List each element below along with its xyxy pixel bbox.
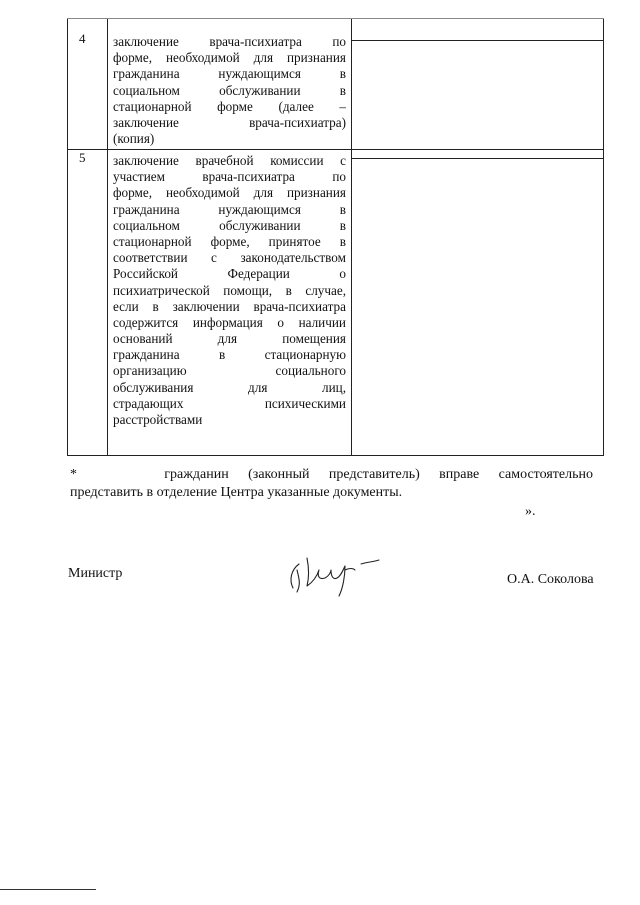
row-4-top-border	[351, 40, 604, 41]
footnote-text: гражданин (законный представитель) вправе самостоятельно	[164, 467, 593, 482]
text-line: соответствии с законодательством	[113, 250, 346, 266]
text-line: стационарной форме, принятое в	[113, 233, 346, 249]
text-line: социальном обслуживании в	[113, 217, 346, 233]
row-separator	[67, 149, 604, 150]
table-border-left	[67, 18, 68, 455]
text-line: участием врача-психиатра по	[113, 169, 346, 185]
text-line: заключение врача-психиатра)	[113, 114, 346, 130]
footnote-line	[70, 466, 593, 484]
text-line: расстройствами	[113, 412, 203, 427]
text-line: заключение врачебной комиссии с	[113, 153, 346, 168]
text-line: гражданина в стационарную	[113, 347, 346, 363]
text-line: заключение врача-психиатра по	[113, 34, 346, 49]
row-description	[113, 34, 346, 147]
table-bottom-border	[67, 455, 604, 456]
text-line: форме, необходимой для признания	[113, 185, 346, 201]
text-line: Российской Федерации о	[113, 266, 346, 282]
text-line: если в заключении врача-психиатра	[113, 298, 346, 314]
signatory-title: Министр	[68, 566, 123, 581]
table-top-border	[67, 18, 604, 19]
text-line: психиатрической помощи, в случае,	[113, 282, 346, 298]
row-description	[113, 153, 346, 428]
table-divider-description	[351, 18, 352, 455]
text-line: обслуживания для лиц,	[113, 379, 346, 395]
text-line: социальном обслуживании в	[113, 82, 346, 98]
row-5-top-border	[351, 158, 604, 159]
closing-quote: ».	[525, 504, 536, 519]
row-number: 5	[79, 150, 86, 165]
footnote-line: представить в отделение Центра указанные документы.	[70, 485, 403, 500]
row-value-cell	[356, 163, 596, 448]
text-line: (копия)	[113, 131, 155, 147]
text-line: страдающих психическими	[113, 395, 346, 411]
handwritten-signature	[283, 548, 393, 598]
text-line: стационарной форме (далее –	[113, 98, 346, 114]
signatory-name: О.А. Соколова	[507, 572, 594, 587]
table-divider-number	[107, 18, 108, 455]
row-value-cell	[356, 44, 596, 144]
text-line: гражданина нуждающимся в	[113, 201, 346, 217]
text-line: содержится информация о наличии	[113, 314, 346, 330]
footer-rule	[0, 889, 96, 890]
table-border-right	[603, 18, 604, 456]
row-number: 4	[79, 31, 86, 46]
footnote-marker: *	[70, 467, 77, 482]
text-line: гражданина нуждающимся в	[113, 66, 346, 82]
text-line: форме, необходимой для признания	[113, 50, 346, 66]
text-line: организацию социального	[113, 363, 346, 379]
text-line: оснований для помещения	[113, 331, 346, 347]
footnote	[70, 466, 593, 502]
